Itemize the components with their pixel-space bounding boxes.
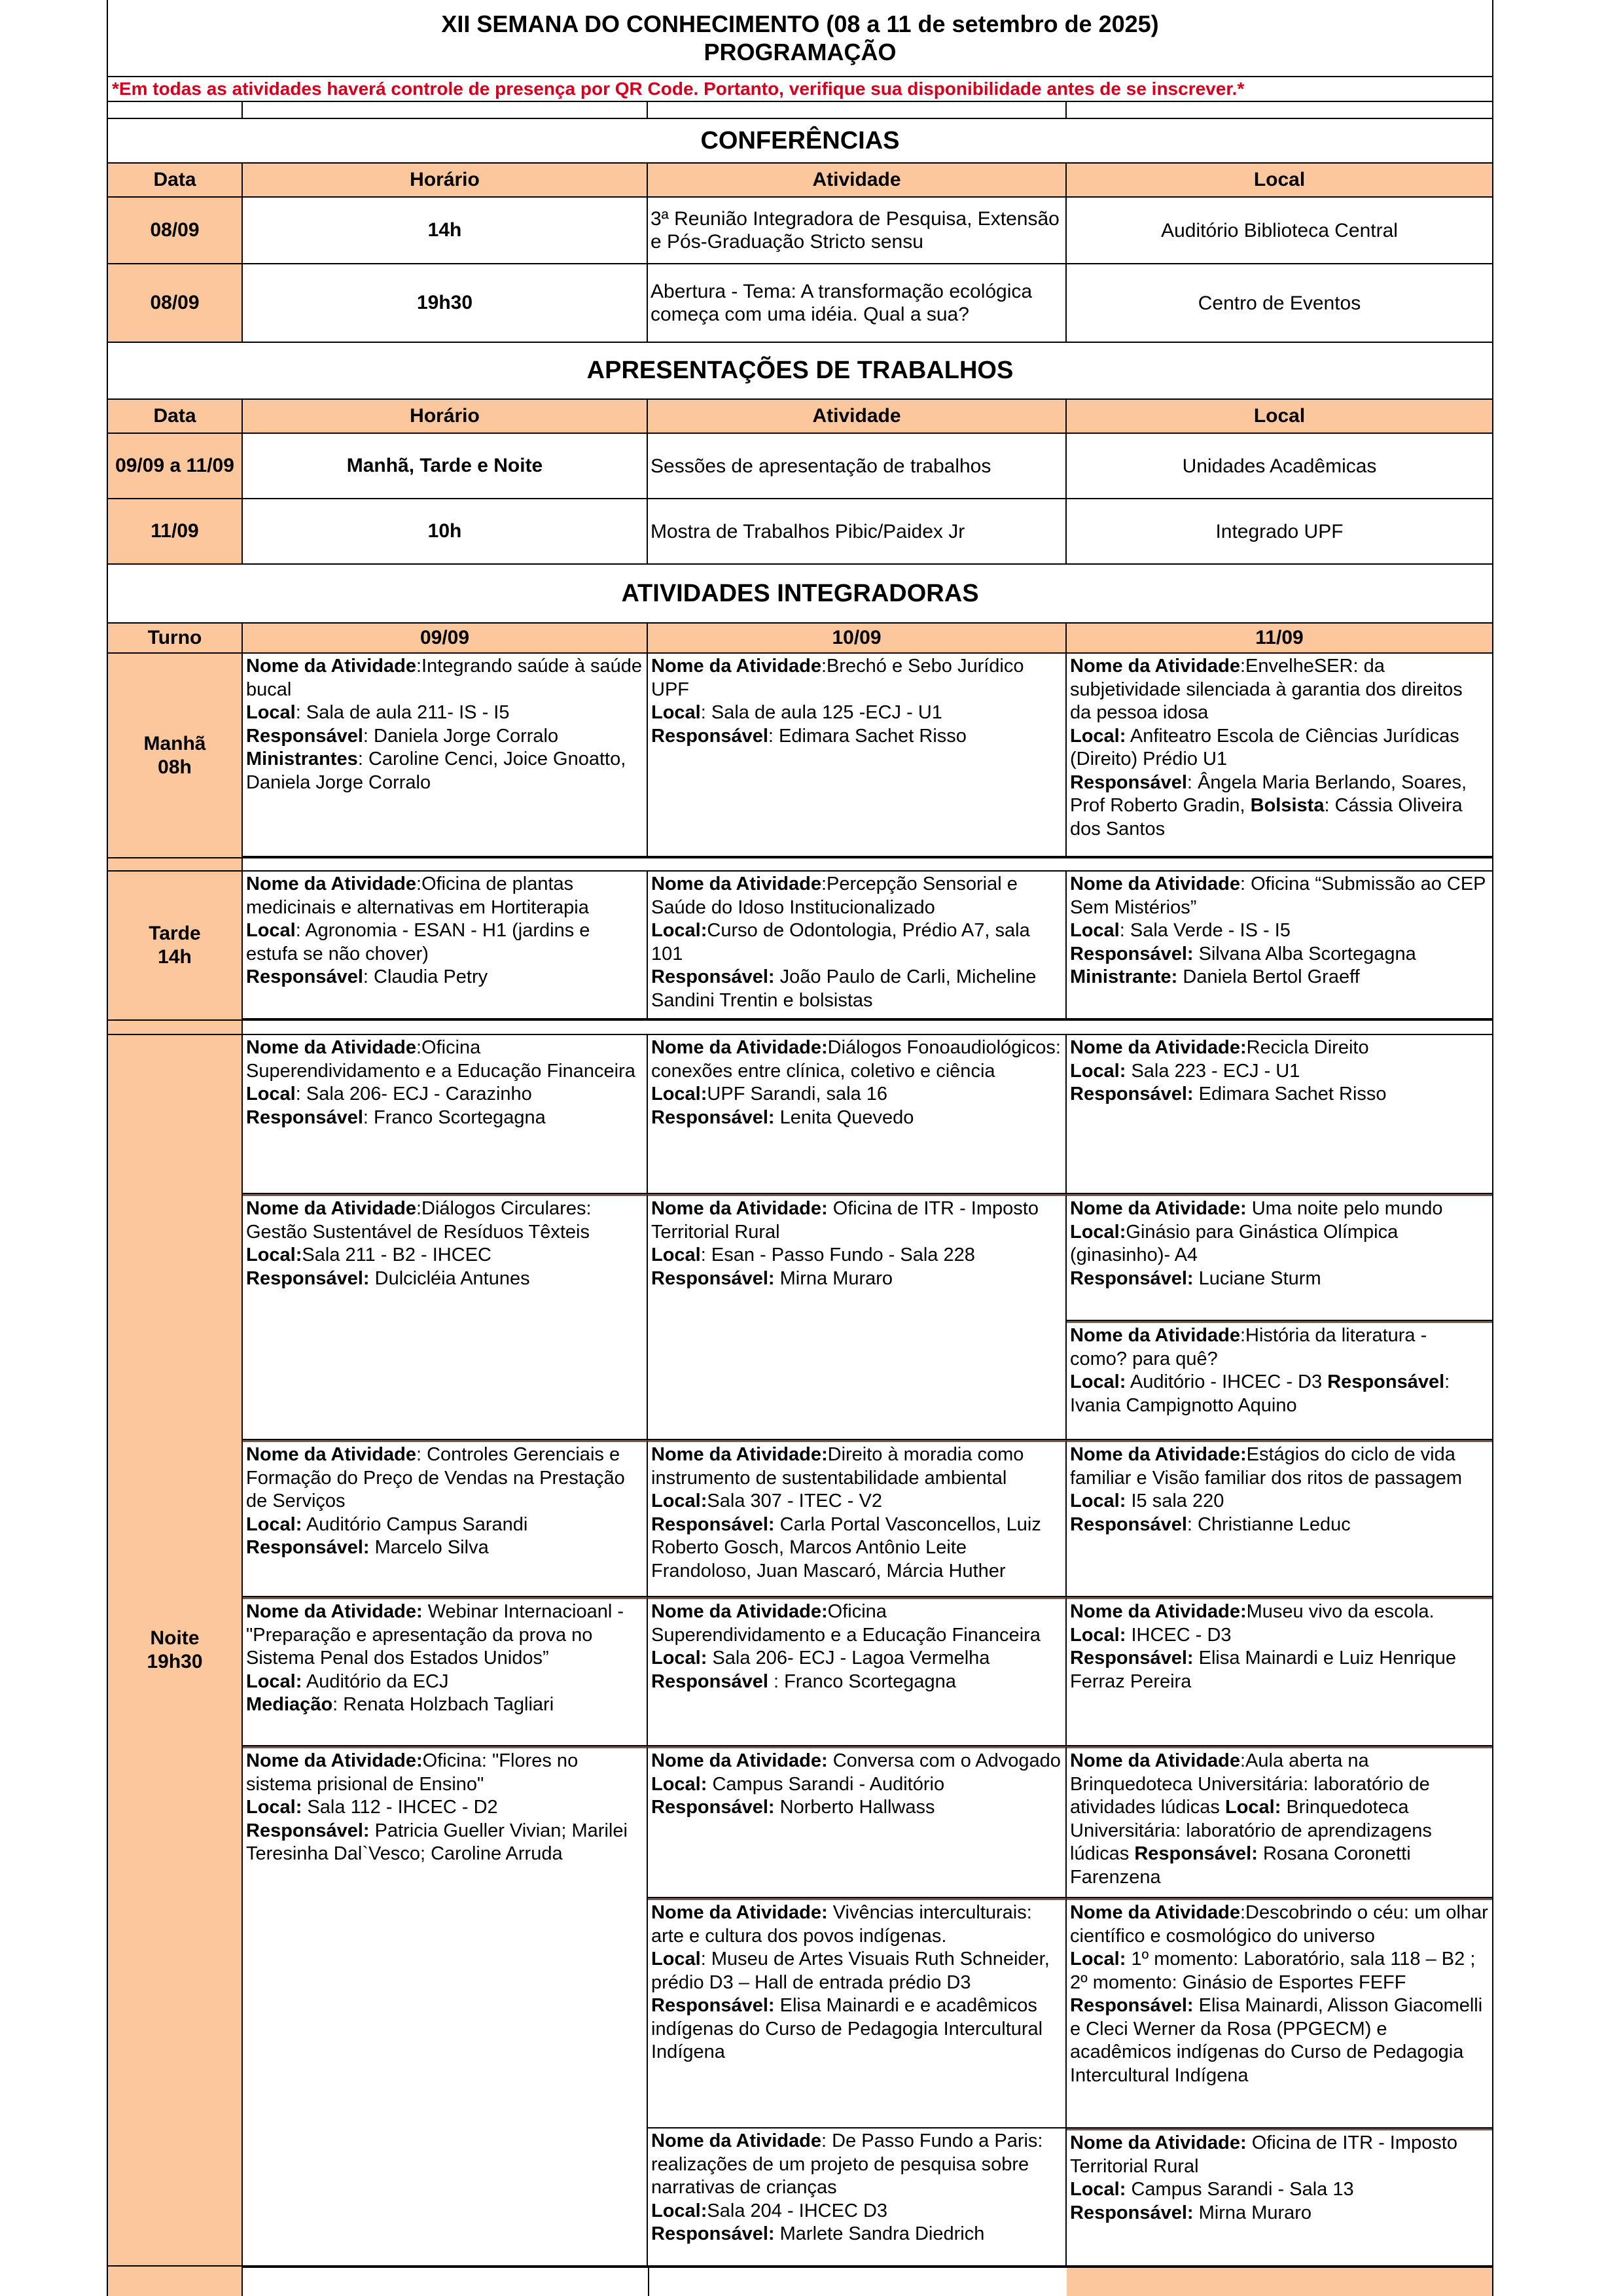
table-row	[108, 499, 1492, 565]
activity-field-value: Sala 204 - IHCEC D3	[707, 2200, 888, 2221]
activity-field-label: Nome da Atividade	[651, 874, 821, 894]
qr-code-notice: *Em todas as atividades haverá controle de presença por QR Code. Portanto, verifique sua disponibilidade antes de se inscrever.*	[108, 77, 1492, 102]
activity-field-value: : Cássia Oliveira dos Santos	[1070, 795, 1463, 839]
activity-field-value: : Sala de aula 211- IS - I5	[295, 702, 510, 723]
header-atividade: Atividade	[648, 164, 1067, 196]
activity-field-label: Local:	[1070, 2179, 1126, 2200]
activity-field-label: Responsável	[1070, 1513, 1187, 1535]
activity-field-value: Dulcicléia Antunes	[369, 1267, 530, 1289]
turno-gap	[108, 1019, 243, 1035]
turno-time: 08h	[158, 756, 192, 778]
activity-field-value: :História da literatura - como? para quê?	[1070, 1325, 1427, 1369]
gap-row	[243, 857, 1492, 872]
header-local: Local	[1253, 405, 1306, 427]
cell-data: 08/09	[108, 198, 243, 263]
activity-field-label: Responsável	[246, 966, 363, 987]
activity-field-label: Responsável:	[1070, 1267, 1194, 1289]
activity-field-label: Local	[651, 1949, 701, 1969]
header-day-10: 10/09	[648, 624, 1067, 652]
activity-field-label: Local	[246, 1084, 296, 1104]
activity-cell	[1067, 1440, 1492, 1597]
activity-field-value: : Franco Scortegagna	[768, 1670, 956, 1692]
activity-field-label: Nome da Atividade:	[651, 1037, 828, 1058]
activity-field-value: :Brechó e Sebo Jurídico UPF	[651, 656, 1024, 700]
activity-field-value: : Esan - Passo Fundo - Sala 228	[700, 1245, 975, 1265]
activity-field-label: Local:	[651, 1084, 707, 1104]
activity-field-value: :Percepção Sensorial e Saúde do Idoso Institucionalizado	[651, 874, 1018, 918]
activity-field-label: Nome da Atividade:	[246, 1750, 423, 1771]
cell-data: 09/09 a 11/09	[108, 434, 243, 498]
turno-noite	[108, 1035, 243, 2267]
activity-field-value: : Ivania Campignotto Aquino	[1070, 1371, 1450, 1416]
activity-field-value: Curso de Odontologia, Prédio A7, sala 101	[651, 920, 1030, 964]
activity-field-label: Responsável:	[1070, 1648, 1194, 1669]
activity-field-value: Auditório da ECJ	[302, 1670, 449, 1692]
activity-field-value: Direito à moradia como instrumento de sustentabilidade ambiental	[651, 1444, 1024, 1489]
activity-field-label: Local:	[1070, 1221, 1126, 1243]
activity-field-value: Elisa Mainardi, Alisson Giacomelli e Cleci Werner da Rosa (PPGECM) e acadêmicos indígenas do Curso de Pedagogia Intercultural Indígena	[1070, 1995, 1483, 2086]
activity-field-value: : Sala de aula 125 -ECJ - U1	[700, 702, 942, 723]
activity-field-label: Responsável	[651, 1670, 768, 1692]
cell-atividade: Abertura - Tema: A transformação ecológica começa com uma idéia. Qual a sua?	[648, 264, 1067, 342]
activity-field-label: Responsável:	[246, 1267, 370, 1289]
activity-cell	[648, 1440, 1067, 1597]
turno-label: Manhã	[143, 732, 206, 754]
title-line-2: PROGRAMAÇÃO	[704, 39, 897, 65]
header-atividade: Atividade	[648, 400, 1067, 433]
section-title-apresentacoes: APRESENTAÇÕES DE TRABALHOS	[108, 343, 1492, 400]
activity-field-value: :Oficina de plantas medicinais e alternativas em Hortiterapia	[246, 874, 589, 918]
activity-field-label: Ministrante:	[1070, 966, 1178, 987]
turno-time: 14h	[158, 946, 192, 968]
activity-field-value: Marlete Sandra Diedrich	[774, 2223, 985, 2244]
turno-footer	[108, 2267, 243, 2296]
activity-cell	[243, 872, 648, 1019]
activity-field-label: Local:	[651, 920, 707, 941]
activity-field-label: Local:	[651, 2200, 707, 2221]
activity-field-value: :Oficina Superendividamento e a Educação Financeira	[246, 1037, 635, 1082]
header-day-09: 09/09	[243, 624, 648, 652]
activity-field-label: Local:	[246, 1513, 302, 1535]
activity-field-value: : Edimara Sachet Risso	[768, 725, 967, 747]
activity-field-label: Local	[246, 702, 296, 723]
activity-field-value: Oficina: "Flores no sistema prisional de Ensino"	[246, 1750, 579, 1795]
activity-cell	[243, 1746, 648, 2267]
activity-field-value: Sala 307 - ITEC - V2	[707, 1491, 882, 1511]
activity-field-label: Local:	[1070, 1371, 1126, 1392]
activity-field-value: Mirna Muraro	[1193, 2202, 1312, 2223]
activity-cell	[1067, 1321, 1492, 1440]
activity-field-label: Responsável:	[1070, 1084, 1194, 1104]
activity-field-value: Sala 223 - ECJ - U1	[1126, 1060, 1300, 1082]
activity-field-value: Patricia Gueller Vivian; Marilei Teresinha Dal`Vesco; Caroline Arruda	[246, 1820, 628, 1864]
activity-cell	[1067, 654, 1492, 857]
activity-field-label: Responsável:	[1070, 1995, 1194, 2016]
integradoras-header-row	[108, 624, 1492, 654]
activity-field-label: Nome da Atividade:	[246, 1601, 423, 1622]
activity-field-value: Edimara Sachet Risso	[1193, 1084, 1387, 1104]
section-title-conferencias: CONFERÊNCIAS	[108, 119, 1492, 164]
activity-field-value: Campus Sarandi - Auditório	[707, 1773, 945, 1795]
activity-field-value: 1º momento: Laboratório, sala 118 – B2 ; 2º momento: Ginásio de Esportes FEFF	[1070, 1949, 1476, 1993]
title-line-1: XII SEMANA DO CONHECIMENTO (08 a 11 de setembro de 2025)	[441, 10, 1159, 37]
activity-field-label: Local:	[1070, 1491, 1126, 1511]
activity-field-label: Ministrantes	[246, 749, 358, 769]
activity-cell	[243, 1440, 648, 1597]
activity-field-label: Local:	[651, 1491, 707, 1511]
activity-field-value: Campus Sarandi - Sala 13	[1126, 2179, 1354, 2200]
activity-field-label: Local:	[1070, 1949, 1126, 1969]
activity-cell	[648, 872, 1067, 1019]
activity-cell	[648, 1035, 1067, 1194]
activity-field-label: Nome da Atividade	[246, 1198, 416, 1219]
activity-field-label: Nome da Atividade	[1070, 1750, 1240, 1771]
cell-local: Integrado UPF	[1215, 520, 1344, 542]
header-local: Local	[1253, 169, 1306, 190]
activity-cell	[1067, 1035, 1492, 1194]
activity-field-value: Brinquedoteca Universitária: laboratório de aprendizagens lúdicas	[1070, 1797, 1432, 1864]
turno-label: Tarde	[149, 923, 201, 944]
activity-field-label: Nome da Atividade	[246, 656, 416, 677]
activity-field-label: Responsável:	[1134, 1843, 1258, 1864]
activity-field-label: Responsável:	[651, 1995, 775, 2016]
cell-atividade: Mostra de Trabalhos Pibic/Paidex Jr	[648, 499, 1067, 563]
activity-field-label: Nome da Atividade:	[651, 1444, 828, 1465]
activity-field-label: Nome da Atividade	[1070, 874, 1240, 894]
activity-field-value: : Ângela Maria Berlando, Soares, Prof Roberto Gradin,	[1070, 771, 1467, 816]
activity-field-label: Responsável:	[1070, 943, 1194, 964]
activity-field-label: Local:	[246, 1797, 302, 1818]
activity-field-value: Norberto Hallwass	[774, 1797, 935, 1818]
activity-field-label: Nome da Atividade:	[1070, 1198, 1247, 1219]
activity-cell	[648, 1194, 1067, 1440]
activity-field-label: Nome da Atividade:	[651, 1750, 828, 1771]
activity-field-label: Responsável:	[651, 1267, 775, 1289]
activity-field-label: Responsável:	[651, 1513, 775, 1535]
activity-field-value: Recicla Direito	[1246, 1037, 1369, 1058]
activity-field-label: Nome da Atividade:	[651, 1601, 828, 1622]
activity-field-label: Nome da Atividade	[246, 1444, 416, 1465]
section-title-integradoras: ATIVIDADES INTEGRADORAS	[108, 565, 1492, 624]
activity-field-value: I5 sala 220	[1126, 1491, 1224, 1511]
header-turno: Turno	[108, 624, 243, 652]
activity-field-value: Sala 211 - B2 - IHCEC	[302, 1245, 491, 1265]
activity-cell	[243, 1035, 648, 1194]
footer-cell	[1067, 2267, 1492, 2296]
activity-field-label: Responsável:	[246, 1537, 370, 1558]
activity-field-value: : Oficina “Submissão ao CEP Sem Mistérios”	[1070, 874, 1486, 918]
activity-field-label: Nome da Atividade	[651, 2130, 821, 2151]
activity-field-value: João Paulo de Carli, Micheline Sandini Trentin e bolsistas	[651, 966, 1037, 1011]
activity-field-label: Local:	[651, 1773, 707, 1795]
activity-cell	[648, 1746, 1067, 1898]
conferencias-header-row	[108, 164, 1492, 198]
activity-field-label: Local:	[246, 1670, 302, 1692]
activity-cell	[1067, 1194, 1492, 1321]
turno-manha	[108, 654, 243, 857]
activity-field-value: Diálogos Fonoaudiológicos: conexões entre clínica, coletivo e ciência	[651, 1037, 1061, 1082]
cell-local: Centro de Eventos	[1198, 292, 1361, 314]
activity-field-value: Rosana Coronetti Farenzena	[1070, 1843, 1411, 1888]
activity-cell	[1067, 1746, 1492, 1898]
header-data: Data	[108, 400, 243, 433]
activity-field-label: Nome da Atividade	[1070, 1325, 1240, 1346]
cell-local: Unidades Acadêmicas	[1182, 455, 1377, 477]
activity-field-value: : De Passo Fundo a Paris: realizações de um projeto de pesquisa sobre narrativas de crianças	[651, 2130, 1043, 2198]
activity-field-value: : Museu de Artes Visuais Ruth Schneider, prédio D3 – Hall de entrada prédio D3	[651, 1949, 1050, 1993]
activity-field-label: Nome da Atividade	[246, 1037, 416, 1058]
activity-field-value: Elisa Mainardi e e acadêmicos indígenas do Curso de Pedagogia Intercultural Indígena	[651, 1995, 1043, 2062]
activity-field-value: Lenita Quevedo	[774, 1106, 914, 1128]
activity-field-value: : Sala Verde - IS - I5	[1119, 920, 1291, 941]
gap-row	[243, 1019, 1492, 1035]
activity-field-label: Local:	[1224, 1797, 1281, 1818]
activity-field-value: Conversa com o Advogado	[827, 1750, 1061, 1771]
document-title	[108, 0, 1492, 77]
activity-field-label: Nome da Atividade:	[1070, 1037, 1247, 1058]
cell-data: 08/09	[108, 264, 243, 342]
activity-field-value: Auditório - IHCEC - D3	[1126, 1371, 1328, 1392]
activity-field-value: Museu vivo da escola.	[1246, 1601, 1435, 1622]
footer-cell	[243, 2267, 1067, 2296]
activity-field-label: Local:	[1070, 1624, 1126, 1646]
activity-cell	[648, 1597, 1067, 1746]
activity-cell	[1067, 872, 1492, 1019]
activity-field-value: Luciane Sturm	[1193, 1267, 1321, 1289]
activity-field-label: Nome da Atividade:	[651, 1902, 828, 1923]
activity-field-value: : Renata Holzbach Tagliari	[332, 1694, 554, 1715]
activity-field-value: Vivências interculturais: arte e cultura dos povos indígenas.	[651, 1902, 1032, 1947]
activity-field-value: : Franco Scortegagna	[363, 1106, 546, 1128]
activity-field-label: Responsável	[1070, 771, 1187, 793]
turno-tarde	[108, 872, 243, 1019]
activity-field-label: Responsável:	[651, 966, 775, 987]
cell-horario: 19h30	[243, 264, 648, 342]
activity-cell	[648, 2128, 1067, 2267]
activity-cell	[243, 1194, 648, 1440]
activity-field-label: Nome da Atividade:	[1070, 1601, 1247, 1622]
cell-horario: Manhã, Tarde e Noite	[243, 434, 648, 498]
activity-field-value: : Sala 206- ECJ - Carazinho	[295, 1084, 532, 1104]
activity-cell	[648, 1898, 1067, 2128]
activity-field-label: Responsável	[1327, 1371, 1445, 1392]
activity-field-value: Sala 206- ECJ - Lagoa Vermelha	[707, 1648, 990, 1669]
activity-field-label: Nome da Atividade:	[1070, 2132, 1247, 2153]
activity-field-label: Local:	[246, 1245, 302, 1265]
activity-field-label: Responsável	[246, 725, 363, 747]
activity-cell	[243, 1597, 648, 1746]
activity-field-value: Estágios do ciclo de vida familiar e Visão familiar dos ritos de passagem	[1070, 1444, 1463, 1489]
activity-field-label: Responsável:	[246, 1820, 370, 1841]
activity-field-value: UPF Sarandi, sala 16	[707, 1084, 888, 1104]
activity-field-value: :Integrando saúde à saúde bucal	[246, 656, 643, 700]
activity-cell	[1067, 1898, 1492, 2128]
cell-data: 11/09	[108, 499, 243, 563]
activity-field-label: Responsável:	[1070, 2202, 1194, 2223]
cell-atividade: Sessões de apresentação de trabalhos	[648, 434, 1067, 498]
table-row	[108, 264, 1492, 343]
activity-field-label: Nome da Atividade	[1070, 656, 1240, 677]
activity-field-value: :Aula aberta na Brinquedoteca Universitária: laboratório de atividades lúdicas	[1070, 1750, 1430, 1818]
activity-field-value: Webinar Internacioanl - "Preparação e apresentação da prova no Sistema Penal dos Estados Unidos”	[246, 1601, 624, 1669]
activity-field-label: Bolsista	[1250, 795, 1325, 816]
activity-field-label: Responsável	[246, 1106, 363, 1128]
activity-field-value: : Daniela Jorge Corralo	[363, 725, 559, 747]
activity-field-label: Nome da Atividade:	[1070, 1444, 1247, 1465]
activity-field-label: Local:	[1070, 725, 1126, 747]
activity-field-value: Silvana Alba Scortegagna	[1193, 943, 1416, 964]
header-horario: Horário	[243, 400, 648, 433]
activity-field-value: : Christianne Leduc	[1186, 1513, 1351, 1535]
activity-field-value: Daniela Bertol Graeff	[1177, 966, 1360, 987]
activity-cell	[1067, 2128, 1492, 2267]
activity-field-label: Responsável:	[651, 2223, 775, 2244]
activity-field-value: :Descobrindo o céu: um olhar científico e cosmológico do universo	[1070, 1902, 1488, 1947]
activity-field-value: :EnvelheSER: da subjetividade silenciada à garantia dos direitos da pessoa idosa	[1070, 656, 1463, 723]
activity-field-label: Responsável:	[651, 1797, 775, 1818]
activity-field-label: Mediação	[246, 1694, 333, 1715]
activity-field-value: Marcelo Silva	[369, 1537, 489, 1558]
activity-field-value: Auditório Campus Sarandi	[302, 1513, 528, 1535]
activity-field-label: Nome da Atividade:	[651, 1198, 828, 1219]
turno-gap	[108, 857, 243, 872]
activity-field-label: Local	[1070, 920, 1120, 941]
activity-field-value: Oficina de ITR - Imposto Territorial Rural	[651, 1198, 1039, 1243]
header-data: Data	[108, 164, 243, 196]
header-horario: Horário	[243, 164, 648, 196]
activity-field-label: Nome da Atividade	[246, 874, 416, 894]
activity-field-value: : Caroline Cenci, Joice Gnoatto, Daniela Jorge Corralo	[246, 749, 626, 793]
activity-field-value: Carla Portal Vasconcellos, Luiz Roberto Gosch, Marcos Antônio Leite Frandoloso, Juan Mascaró, Márcia Huther	[651, 1513, 1041, 1581]
activity-field-value: IHCEC - D3	[1126, 1624, 1232, 1646]
activity-field-value: Elisa Mainardi e Luiz Henrique Ferraz Pereira	[1070, 1648, 1456, 1692]
activity-field-value: Oficina Superendividamento e a Educação Financeira	[651, 1601, 1041, 1646]
activity-field-value: Anfiteatro Escola de Ciências Jurídicas (Direito) Prédio U1	[1070, 725, 1459, 769]
activity-field-value: : Controles Gerenciais e Formação do Preço de Vendas na Prestação de Serviços	[246, 1444, 625, 1511]
activity-field-value: : Agronomia - ESAN - H1 (jardins e estufa se não chover)	[246, 920, 590, 964]
activity-field-label: Local:	[1070, 1060, 1126, 1082]
activity-field-value: Sala 112 - IHCEC - D2	[302, 1797, 498, 1818]
table-row	[108, 198, 1492, 264]
activity-field-label: Local	[246, 920, 296, 941]
activity-field-label: Responsável:	[651, 1106, 775, 1128]
activity-field-label: Local	[651, 702, 701, 723]
activity-field-value: Oficina de ITR - Imposto Territorial Rural	[1070, 2132, 1457, 2177]
activity-cell	[243, 654, 648, 857]
activity-field-label: Local:	[651, 1648, 707, 1669]
cell-local: Auditório Biblioteca Central	[1161, 219, 1398, 241]
table-row	[108, 434, 1492, 499]
turno-label: Noite	[150, 1627, 200, 1649]
activity-field-value: :Diálogos Circulares: Gestão Sustentável de Resíduos Têxteis	[246, 1198, 592, 1243]
apresentacoes-header-row	[108, 400, 1492, 434]
activity-field-value: Mirna Muraro	[774, 1267, 893, 1289]
activity-field-value: Uma noite pelo mundo	[1246, 1198, 1443, 1219]
turno-time: 19h30	[147, 1651, 203, 1672]
activity-cell	[648, 654, 1067, 857]
cell-horario: 14h	[243, 198, 648, 263]
activity-field-label: Local	[651, 1245, 701, 1265]
activity-field-value: Ginásio para Ginástica Olímpica (ginasinho)- A4	[1070, 1221, 1399, 1265]
activity-field-label: Nome da Atividade	[1070, 1902, 1240, 1923]
cell-horario: 10h	[243, 499, 648, 563]
header-day-11: 11/09	[1255, 627, 1304, 648]
activity-field-label: Nome da Atividade	[651, 656, 821, 677]
cell-atividade: 3ª Reunião Integradora de Pesquisa, Extensão e Pós-Graduação Stricto sensu	[648, 198, 1067, 263]
schedule-sheet	[107, 0, 1493, 2296]
activity-field-label: Responsável	[651, 725, 768, 747]
activity-field-value: : Claudia Petry	[363, 966, 488, 987]
spacer-row	[108, 102, 1492, 119]
activity-cell	[1067, 1597, 1492, 1746]
